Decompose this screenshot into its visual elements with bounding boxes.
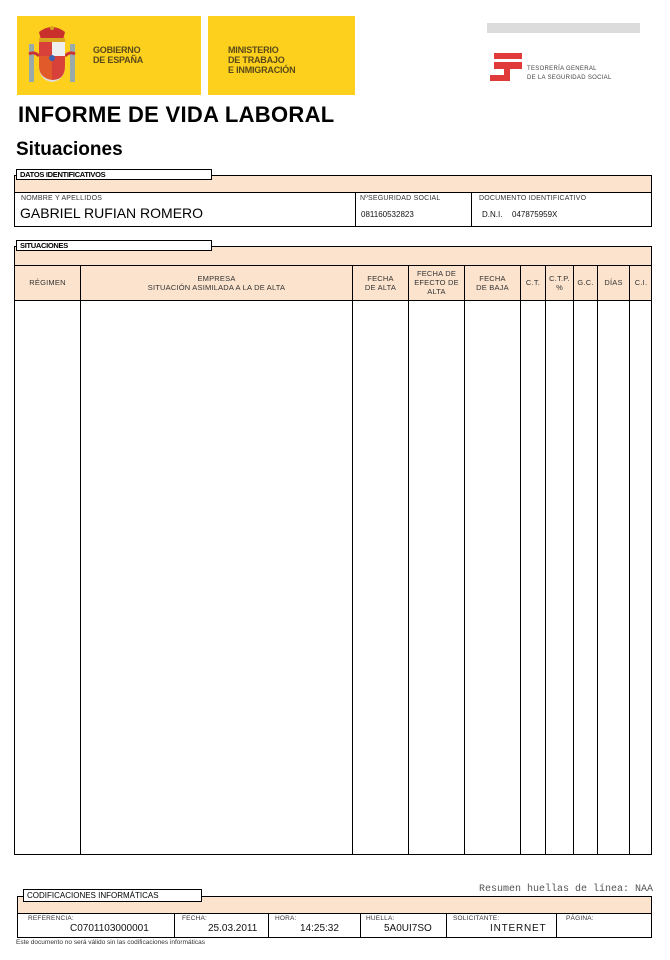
col-fecha-baja-sublabel: DE BAJA: [476, 282, 509, 292]
col-fecha-baja-label: FECHA: [479, 273, 506, 283]
page-subtitle: Situaciones: [16, 139, 123, 160]
col-fecha-baja: [465, 266, 520, 299]
col-dias-label: DÍAS: [604, 278, 623, 287]
gov-logo-line-2: DE ESPAÑA: [93, 55, 144, 65]
hora-value: 14:25:32: [300, 923, 339, 934]
col-dias: [598, 266, 629, 299]
col-fecha-efecto-sublabel: EFECTO DE: [414, 278, 459, 287]
nss-label: NºSEGURIDAD SOCIAL: [360, 195, 441, 202]
datos-tab: DATOS IDENTIFICATIVOS: [16, 169, 212, 180]
col-ci: [630, 266, 652, 299]
col-regimen-label: RÉGIMEN: [29, 278, 66, 287]
situaciones-table: [15, 265, 651, 854]
page-title: INFORME DE VIDA LABORAL: [18, 102, 335, 127]
datos-section: [14, 175, 652, 227]
col-gc: [574, 266, 597, 299]
tgss-emblem-icon: [490, 53, 522, 81]
coat-of-arms-icon: [27, 24, 77, 88]
col-ctp: [546, 266, 573, 299]
ministry-line-1: MINISTERIO: [228, 45, 279, 55]
ref-label: REFERENCIA:: [28, 915, 74, 922]
pagina-label: PÁGINA:: [566, 915, 594, 922]
name-label: NOMBRE Y APELLIDOS: [21, 195, 103, 202]
col-empresa: [81, 266, 352, 299]
doc-label: DOCUMENTO IDENTIFICATIVO: [479, 195, 587, 202]
validity-note: Este documento no será válido sin las codificaciones informáticas: [16, 939, 205, 946]
col-empresa-label: EMPRESA: [197, 273, 236, 283]
col-fecha-alta: [353, 266, 408, 299]
resumen-huellas: Resumen huellas de línea: NAA: [478, 884, 653, 895]
col-ct: [521, 266, 545, 299]
ministry-line-2: DE TRABAJO: [228, 55, 285, 65]
col-ctp-sublabel: %: [556, 282, 563, 292]
col-fecha-efecto-label: FECHA DE: [416, 269, 457, 278]
name-value: GABRIEL RUFIAN ROMERO: [20, 205, 204, 221]
situaciones-section: [14, 246, 652, 855]
col-ci-label: C.I.: [634, 278, 648, 287]
col-empresa-sublabel: SITUACIÓN ASIMILADA A LA DE ALTA: [147, 282, 286, 292]
solicitante-value: INTERNET: [490, 923, 547, 934]
fecha-value: 25.03.2011: [208, 923, 258, 934]
tgss-line-1: TESORERÍA GENERAL: [527, 66, 597, 72]
ministry-logo: [208, 16, 355, 95]
tgss-line-2: DE LA SEGURIDAD SOCIAL: [527, 75, 612, 81]
col-ct-label: C.T.: [525, 278, 541, 287]
ref-value: C0701103000001: [70, 923, 149, 934]
nss-value: 081160532823: [361, 210, 414, 219]
gobierno-logo: [17, 16, 201, 95]
hora-label: HORA:: [275, 915, 297, 922]
col-fecha-efecto: [409, 266, 464, 299]
solicitante-label: SOLICITANTE:: [453, 915, 500, 922]
fecha-label: FECHA:: [182, 915, 208, 922]
doc-type: D.N.I.: [482, 210, 503, 219]
situaciones-tab: SITUACIONES: [16, 240, 212, 251]
tgss-logo: [490, 51, 630, 83]
codificaciones-tab: CODIFICACIONES INFORMÁTICAS: [23, 889, 202, 902]
huella-value: 5A0UI7SO: [384, 923, 432, 934]
col-gc-label: G.C.: [577, 278, 594, 287]
col-fecha-alta-sublabel: DE ALTA: [364, 282, 397, 292]
huella-label: HUELLA:: [366, 915, 395, 922]
redacted-bar: [487, 23, 640, 33]
col-regimen: [15, 266, 80, 299]
col-ctp-label: C.T.P.: [549, 273, 570, 283]
col-fecha-efecto-sublabel-2: ALTA: [427, 287, 446, 296]
doc-value: 047875959X: [512, 210, 558, 219]
col-fecha-alta-label: FECHA: [367, 273, 394, 283]
gov-logo-line-1: GOBIERNO: [93, 45, 141, 55]
ministry-line-3: E INMIGRACIÓN: [228, 65, 296, 75]
codificaciones-section: [17, 896, 652, 938]
